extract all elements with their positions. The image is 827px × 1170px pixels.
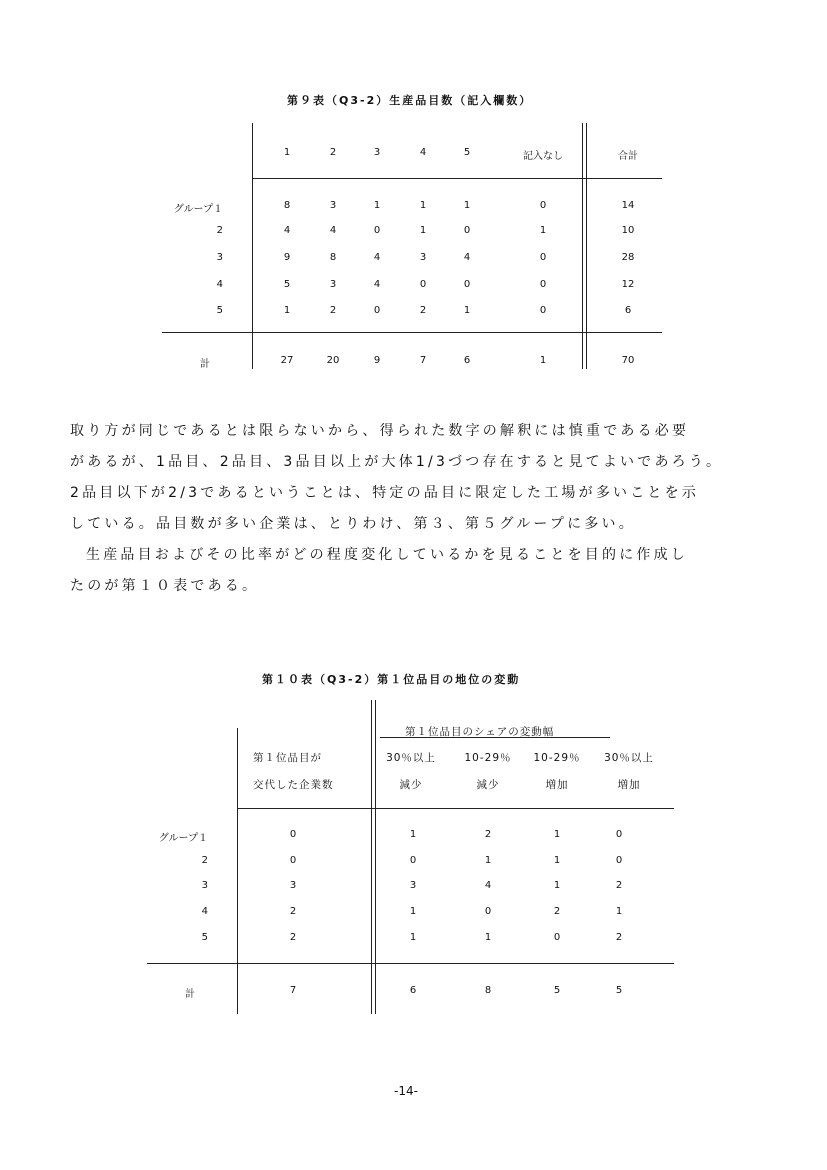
table9-cell: 12 <box>621 279 635 290</box>
table10-cell: 2 <box>553 906 561 917</box>
table9-cell: 10 <box>621 225 635 236</box>
table10-cell: 2 <box>615 932 623 943</box>
table9-cell: 1 <box>463 305 471 316</box>
table9-total-cell: 7 <box>419 355 427 366</box>
table10-column-header-line1: 30％以上 <box>604 752 654 764</box>
table9-total-cell: 70 <box>621 355 635 366</box>
table9-total-cell: 1 <box>539 355 547 366</box>
table10-cell: 3 <box>409 880 417 891</box>
table10-header-rule <box>237 808 674 809</box>
table10-total-cell: 6 <box>409 985 417 996</box>
table10-column-header-line2: 増加 <box>545 779 569 791</box>
paragraph-line: 2品目以下が2/3であるということは、特定の品目に限定した工場が多いことを示 <box>70 485 700 501</box>
table9-cell: 0 <box>539 305 547 316</box>
table10-cell: 1 <box>615 906 623 917</box>
table10-column-header-line1: 10-29％ <box>464 752 512 764</box>
table10-column-header-line2: 増加 <box>617 779 641 791</box>
table10-cell: 0 <box>289 855 297 866</box>
table10-total-cell: 5 <box>553 985 561 996</box>
table9-column-header: 3 <box>373 147 381 158</box>
table10-cell: 2 <box>484 829 492 840</box>
table9-total-cell: 20 <box>326 355 340 366</box>
table10-group-header: 第１位品目のシェアの変動幅 <box>405 726 555 738</box>
table10-row-label: 4 <box>201 906 208 917</box>
table9-column-header: 1 <box>283 147 291 158</box>
table10-cell: 0 <box>553 932 561 943</box>
table10-row-label: グループ１ <box>158 833 208 844</box>
table10-cell: 2 <box>289 932 297 943</box>
table9-cell: 0 <box>419 279 427 290</box>
table9-column-header: 記入なし <box>523 151 563 162</box>
table10-column-header-line2: 減少 <box>399 779 423 791</box>
table9-cell: 28 <box>621 252 635 263</box>
table9-row-label: 2 <box>216 225 223 236</box>
table9-cell: 8 <box>283 200 291 211</box>
table9-title: 第９表（Q3-2）生産品目数（記入欄数） <box>287 94 533 107</box>
table9-column-header: 4 <box>419 147 427 158</box>
table10-cell: 1 <box>484 855 492 866</box>
table10-cell: 0 <box>484 906 492 917</box>
table10-cell: 1 <box>553 880 561 891</box>
table9-cell: 3 <box>329 200 337 211</box>
table10-total-label: 計 <box>185 989 195 1000</box>
table9-total-cell: 6 <box>463 355 471 366</box>
table9-cell: 0 <box>373 225 381 236</box>
table9-row-label: グループ１ <box>173 204 223 215</box>
table9-header-rule <box>252 178 662 179</box>
table9-cell: 1 <box>463 200 471 211</box>
table10-cell: 3 <box>289 880 297 891</box>
table10-total-cell: 8 <box>484 985 492 996</box>
table10-cell: 0 <box>615 829 623 840</box>
paragraph-line: たのが第１０表である。 <box>70 578 260 594</box>
table10-cell: 1 <box>409 829 417 840</box>
table10-cell: 0 <box>289 829 297 840</box>
table10-cell: 1 <box>409 906 417 917</box>
table10-cell: 0 <box>409 855 417 866</box>
table10-cell: 1 <box>409 932 417 943</box>
table10-row-label: 2 <box>201 855 208 866</box>
table9-cell: 0 <box>373 305 381 316</box>
table10-title: 第１０表（Q3-2）第１位品目の地位の変動 <box>262 673 521 686</box>
table9-cell: 1 <box>539 225 547 236</box>
table10-cell: 1 <box>553 855 561 866</box>
paragraph-line: 取り方が同じであるとは限らないから、得られた数字の解釈には慎重である必要 <box>70 423 690 439</box>
table9-total-label: 計 <box>200 359 210 370</box>
table10-column-header-line2: 減少 <box>476 779 500 791</box>
table9-cell: 14 <box>621 200 635 211</box>
table10-column-header-line1: 30％以上 <box>386 752 436 764</box>
table9-cell: 0 <box>463 279 471 290</box>
table9-cell: 4 <box>283 225 291 236</box>
table9-cell: 4 <box>329 225 337 236</box>
table9-row-label: 5 <box>216 305 223 316</box>
table9-cell: 1 <box>373 200 381 211</box>
table9-row-label: 4 <box>216 279 223 290</box>
table9-total-rule <box>162 332 662 333</box>
table10-column-header-line1: 10-29％ <box>533 752 581 764</box>
table10-row-label: 3 <box>201 880 208 891</box>
table9-cell: 0 <box>539 200 547 211</box>
table9-cell: 2 <box>329 305 337 316</box>
table9-cell: 0 <box>463 225 471 236</box>
table9-cell: 8 <box>329 252 337 263</box>
table10-cell: 2 <box>615 880 623 891</box>
table9-cell: 4 <box>373 252 381 263</box>
table10-group-divider <box>371 700 376 1014</box>
table9-cell: 6 <box>624 305 632 316</box>
table10-total-rule <box>147 963 674 964</box>
table9-total-cell: 9 <box>373 355 381 366</box>
table9-cell: 1 <box>419 200 427 211</box>
table10-row-label: 5 <box>201 932 208 943</box>
table9-cell: 0 <box>539 279 547 290</box>
table9-cell: 4 <box>373 279 381 290</box>
table9-column-header: 2 <box>329 147 337 158</box>
table10-row-header-divider <box>237 728 238 1014</box>
table10-cell: 4 <box>484 880 492 891</box>
table9-cell: 3 <box>329 279 337 290</box>
table9-cell: 4 <box>463 252 471 263</box>
paragraph-line: 生産品目およびその比率がどの程度変化しているかを見ることを目的に作成し <box>86 547 688 563</box>
table9-cell: 1 <box>283 305 291 316</box>
page-number: -14- <box>394 1084 418 1098</box>
table9-column-header: 合計 <box>618 151 638 162</box>
table10-total-cell: 5 <box>615 985 623 996</box>
table10-cell: 2 <box>289 906 297 917</box>
table10-col1-header-line2: 交代した企業数 <box>253 779 334 791</box>
table9-cell: 1 <box>419 225 427 236</box>
table9-cell: 3 <box>419 252 427 263</box>
table10-cell: 1 <box>484 932 492 943</box>
paragraph-line: している。品目数が多い企業は、とりわけ、第３、第５グループに多い。 <box>70 516 636 532</box>
paragraph-line: があるが、1品目、2品目、3品目以上が大体1/3づつ存在すると見てよいであろう。 <box>70 454 724 470</box>
table9-column-header: 5 <box>463 147 471 158</box>
table10-col1-header-line1: 第１位品目が <box>253 752 322 764</box>
table10-cell: 0 <box>615 855 623 866</box>
table10-cell: 1 <box>553 829 561 840</box>
table9-cell: 9 <box>283 252 291 263</box>
table9-cell: 0 <box>539 252 547 263</box>
table9-cell: 2 <box>419 305 427 316</box>
table9-total-cell: 27 <box>280 355 294 366</box>
table9-cell: 5 <box>283 279 291 290</box>
table10-total-cell: 7 <box>289 985 297 996</box>
table9-row-label: 3 <box>216 252 223 263</box>
